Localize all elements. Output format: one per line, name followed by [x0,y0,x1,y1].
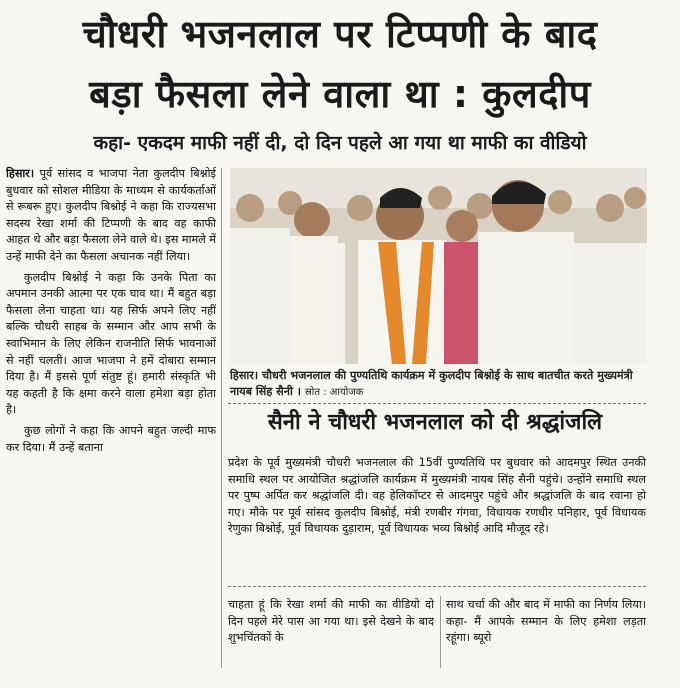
caption-source: स्रोत : आयोजक [304,387,364,398]
left-paragraph-1 [6,166,216,266]
left-paragraph-2: कुलदीप बिश्नोई ने कहा कि उनके पिता का अपमान उनकी आत्मा पर एक घाव था। मैं बहुत बड़ा फैसला लेना चाहता था। यह सिर्फ अपने लिए नहीं बल्कि चौधरी साहब के सम्मान और आप सभी के स्वाभिमान के लिए लेकिन राजनीति सिर्फ भावनाओं से नहीं चलती। आज भाजपा ने हमें दोबारा सम्मान दिया है। मैं इससे पूर्ण संतुष्ट हूं। हमारी संस्कृति भी यह कहती है कि क्षमा करने वाला हमेशा बड़ा होता है। [6,270,216,417]
story-rule [228,586,646,587]
subheadline: कहा- एकदम माफी नहीं दी, दो दिन पहले आ गया था माफी का वीडियो [93,132,587,154]
story-body: प्रदेश के पूर्व मुख्यमंत्री चौधरी भजनलाल की 15वीं पुण्यतिथि पर बुधवार को आदमपुर स्थित उनकी समाधि स्थल पर आयोजित श्रद्धांजलि कार्यक्रम में मुख्यमंत्री नायब सिंह सैनी पहुंचे। उन्होंने समाधि स्थल पर पुष्प अर्पित कर श्रद्धांजलि दी। वह हेलिकॉप्टर से आदमपुर पहुंचे और श्रद्धांजलि के बाद रवाना हो गए। मौके पर पूर्व सांसद कुलदीप बिश्नोई, मंत्री रणबीर गंगवा, विधायक रणधीर पनिहार, पूर्व विधायक रेणुका बिश्नोई, पूर्व विधायक दुड़ाराम, पूर्व विधायक भव्य बिश्नोई आदि मौजूद रहे। [228,456,646,536]
left-paragraph-3: कुछ लोगों ने कहा कि आपने बहुत जल्दी माफ कर दिया। मैं उन्हें बताना [6,423,216,454]
column-divider [221,168,222,668]
caption-text: हिसार। चौधरी भजनलाल की पुण्यतिथि कार्यक्रम में कुलदीप बिश्नोई के साथ बातचीत करते मुख्यमंत्री नायब सिंह सैनी । [230,369,633,398]
photo-illustration [230,168,647,364]
news-photo [230,168,647,364]
headline-line-1: चौधरी भजनलाल पर टिप्पणी के बाद [82,12,598,56]
headline-line-2: बड़ा फैसला लेने वाला था : कुलदीप [89,72,591,116]
left-column [6,166,216,686]
continuation-right: साथ चर्चा की और बाद में माफी का निर्णय लिया। कहा- मैं आपके सम्मान के लिए हमेशा लड़ता रहूंगा। ब्यूरो [446,598,646,645]
continuation-divider [440,596,441,668]
story-headline: सैनी ने चौधरी भजनलाल को दी श्रद्धांजलि [267,410,603,435]
continuation-middle: चाहता हूं कि रेखा शर्मा की माफी का वीडियो दो दिन पहले मेरे पास आ गया था। इसे देखने के बाद शुभचिंतकों के [228,598,434,645]
left-paragraph-1-text: पूर्व सांसद व भाजपा नेता कुलदीप बिश्नोई बुधवार को सोशल मीडिया के माध्यम से कार्यकर्ताओं से रूबरू हुए। कुलदीप बिश्नोई ने कहा कि राज्यसभा सदस्य रेखा शर्मा की टिप्पणी के बाद वह काफी आहत थे और बड़ा फैसला लेने वाले थे। इस मामले में उन्हें माफी देने का फैसला अचानक नहीं लिया। [6,167,216,263]
caption-rule [228,403,646,404]
photo-caption [230,368,647,401]
dateline: हिसार। [6,167,35,180]
